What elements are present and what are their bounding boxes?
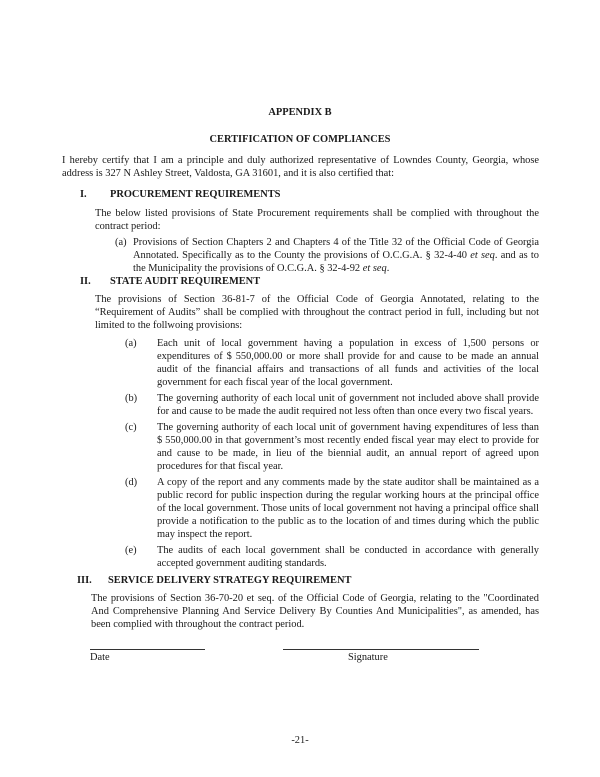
item-label: (a) [125, 338, 137, 349]
appendix-title: APPENDIX B [268, 107, 332, 118]
item-label: (c) [125, 422, 137, 433]
item-label: (b) [125, 393, 138, 404]
section-1-text: The below listed provisions of State Procurement requirements shall be complied with throughout the contract period: [95, 208, 539, 232]
page-number: -21- [291, 735, 309, 746]
section-2-item-c: The governing authority of each local unit of government having expenditures of less than $ 550,000.00 in that government’s most recently ended fiscal year may elect to provide for and cause to be made, in lieu of the biennial audit, an annual report of agreed upon procedures for that fiscal year. [157, 422, 539, 472]
date-label: Date [90, 652, 110, 663]
section-3-heading: SERVICE DELIVERY STRATEGY REQUIREMENT [108, 575, 352, 586]
section-2-item-d: A copy of the report and any comments made by the state auditor shall be maintained as a public record for public inspection during the regular working hours at the principal office of the local government. Those units of local government not having a principal office shall provide a notification to the public as to the location of and times during which the public may inspect the report. [157, 477, 539, 540]
section-3-numeral: III. [77, 575, 92, 586]
item-label: (d) [125, 477, 138, 488]
document-title: CERTIFICATION OF COMPLIANCES [209, 134, 391, 145]
section-2-item-b: The governing authority of each local unit of government not included above shall provide for and cause to be made the audit required not less often than once every two fiscal years. [157, 393, 539, 417]
section-1-item-a: Provisions of Section Chapters 2 and Chapters 4 of the Title 32 of the Official Code of Georgia Annotated. Specifically as to the County the provisions of O.C.G.A. § 32-4-40 et seq. and as to the Municipality the provisions of O.C.G.A. § 32-4-92 et seq. [133, 237, 539, 274]
date-line [90, 649, 205, 650]
intro-paragraph: I hereby certify that I am a principle and duly authorized representative of Lowndes County, Georgia, whose address is 327 N Ashley Street, Valdosta, GA 31601, and it is also certified that: [62, 155, 539, 179]
section-2-item-a: Each unit of local government having a population in excess of 1,500 persons or expenditures of $ 550,000.00 or more shall provide for and cause to be made an annual audit of the financial affairs and transactions of all funds and activities of the local government for each fiscal year of the local government. [157, 338, 539, 388]
signature-line [283, 649, 479, 650]
section-1-heading: PROCUREMENT REQUIREMENTS [110, 189, 281, 200]
section-2-heading: STATE AUDIT REQUIREMENT [110, 276, 261, 287]
section-1-numeral: I. [80, 189, 87, 200]
section-3-text: The provisions of Section 36-70-20 et seq. of the Official Code of Georgia, relating to the "Coordinated And Comprehensive Planning And Service Delivery By Counties And Municipalities", as amended, has been complied with throughout the contract period. [91, 593, 539, 630]
section-2-item-e: The audits of each local government shall be conducted in accordance with generally accepted government auditing standards. [157, 545, 539, 569]
section-2-text: The provisions of Section 36-81-7 of the Official Code of Georgia Annotated, relating to the “Requirement of Audits” shall be complied with throughout the contract period in full, including but not limited to the follwoing provisions: [95, 294, 539, 331]
item-label: (a) [115, 237, 127, 248]
section-2-numeral: II. [80, 276, 91, 287]
item-label: (e) [125, 545, 137, 556]
signature-label: Signature [348, 652, 388, 663]
